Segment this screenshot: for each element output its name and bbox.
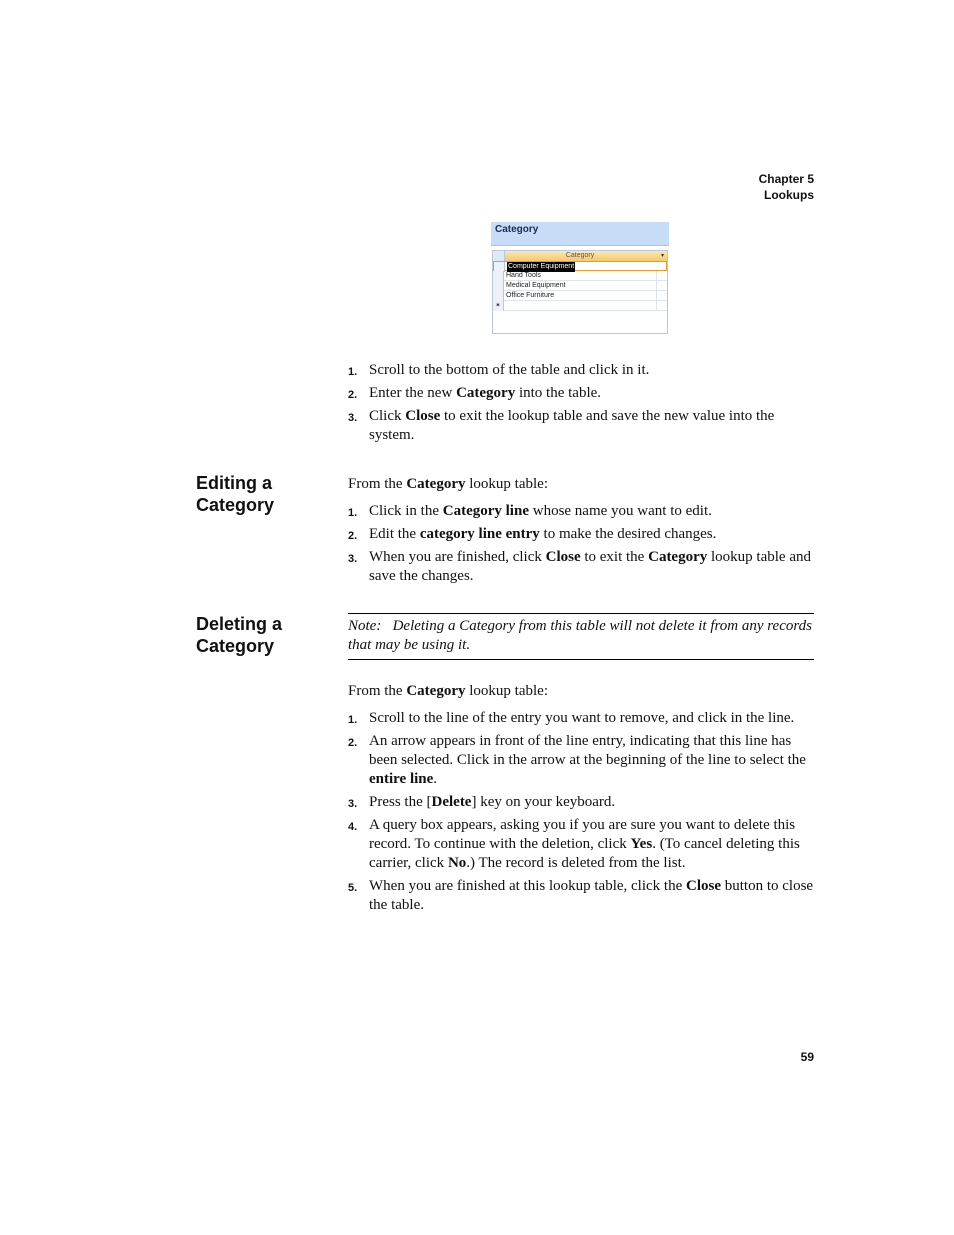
bold-term: Close	[405, 408, 441, 424]
step-text: Scroll to the line of the entry you want to remove, and click in the line.	[369, 710, 795, 726]
bold-term: category line entry	[419, 526, 540, 542]
list-item	[348, 361, 814, 380]
running-header	[759, 171, 814, 203]
editing-heading: Editing a Category	[196, 473, 275, 515]
table-cell[interactable]: Computer Equipment	[508, 263, 575, 270]
step-number: 1.	[348, 507, 358, 519]
step-number: 5.	[348, 882, 358, 894]
step-text: Edit the category line entry to make the desired changes.	[369, 526, 717, 542]
list-item	[348, 502, 814, 521]
row-selector[interactable]	[493, 281, 504, 291]
bold-term: Category	[406, 476, 466, 492]
step-text: An arrow appears in front of the line entry, indicating that this line has been selected. Click in the arrow at the beginning of the line to select the entire line.	[369, 733, 806, 787]
list-item	[348, 525, 814, 544]
list-item	[348, 709, 814, 728]
list-item	[348, 793, 814, 812]
step-text: When you are finished at this lookup table, click the Close button to close the table.	[369, 878, 814, 913]
column-divider	[656, 301, 657, 311]
step-number: 2.	[348, 737, 358, 749]
deleting-intro: From the Category lookup table:	[348, 683, 548, 699]
table-row[interactable]	[493, 261, 667, 271]
bold-term: Category	[648, 549, 708, 565]
table-cell[interactable]: Hand Tools	[506, 272, 541, 279]
list-item	[348, 816, 814, 873]
bold-term: Yes	[630, 836, 653, 852]
dropdown-arrow-icon[interactable]: ▾	[660, 252, 664, 259]
add-category-steps	[348, 361, 814, 449]
step-text: Click Close to exit the lookup table and save the new value into the system.	[369, 408, 775, 443]
column-divider	[656, 271, 657, 281]
step-number: 3.	[348, 412, 358, 424]
step-text: Enter the new Category into the table.	[369, 385, 602, 401]
step-number: 2.	[348, 389, 358, 401]
new-record-row[interactable]	[493, 301, 667, 311]
list-item	[348, 877, 814, 915]
bold-term: Close	[545, 549, 581, 565]
bold-term: entire line	[369, 771, 434, 787]
step-number: 3.	[348, 553, 358, 565]
deleting-steps	[348, 709, 814, 919]
note-box	[348, 613, 814, 660]
bold-term: Category	[406, 683, 466, 699]
column-divider	[656, 291, 657, 301]
bold-term: Category	[456, 385, 516, 401]
table-row[interactable]	[493, 291, 667, 301]
chapter-label: Chapter 5	[758, 172, 814, 186]
step-number: 1.	[348, 714, 358, 726]
lookup-table-screenshot	[491, 222, 669, 334]
bold-term: Close	[686, 878, 721, 894]
select-all-cell[interactable]	[493, 251, 505, 261]
note-label: Note:	[348, 618, 382, 634]
page-number: 59	[800, 1050, 814, 1064]
step-text: When you are finished, click Close to exit the Category lookup table and save the changes.	[369, 549, 811, 584]
editing-steps	[348, 502, 814, 590]
chapter-title: Lookups	[764, 188, 814, 202]
deleting-heading: Deleting a Category	[196, 614, 283, 656]
screenshot-title: Category	[491, 222, 669, 246]
step-number: 2.	[348, 530, 358, 542]
table-row[interactable]	[493, 271, 667, 281]
list-item	[348, 548, 814, 586]
table-cell[interactable]: Office Furniture	[506, 292, 555, 299]
step-text: A query box appears, asking you if you are sure you want to delete this record. To continue with the deletion, click Yes. (To cancel deleting this carrier, click No.) The record is deleted from the list.	[369, 817, 800, 871]
table-row[interactable]	[493, 281, 667, 291]
column-divider	[656, 281, 657, 291]
step-number: 4.	[348, 821, 358, 833]
column-header-category[interactable]: Category	[565, 252, 595, 259]
table-cell[interactable]: Medical Equipment	[506, 282, 566, 289]
bold-term: Category line	[442, 503, 529, 519]
bold-term: No	[447, 855, 467, 871]
category-grid	[492, 250, 668, 334]
step-text: Press the [Delete] key on your keyboard.	[369, 794, 616, 810]
note-text: Deleting a Category from this table will not delete it from any records that may be using it.	[348, 618, 812, 653]
list-item	[348, 732, 814, 789]
row-selector[interactable]	[493, 291, 504, 301]
editing-intro: From the Category lookup table:	[348, 476, 548, 492]
bold-term: Delete	[431, 794, 472, 810]
list-item	[348, 407, 814, 445]
row-selector[interactable]	[493, 271, 504, 281]
step-number: 3.	[348, 798, 358, 810]
step-number: 1.	[348, 366, 358, 378]
step-text: Scroll to the bottom of the table and click in it.	[369, 362, 650, 378]
list-item	[348, 384, 814, 403]
new-record-marker[interactable]: *	[493, 301, 504, 311]
step-text: Click in the Category line whose name you want to edit.	[369, 503, 712, 519]
